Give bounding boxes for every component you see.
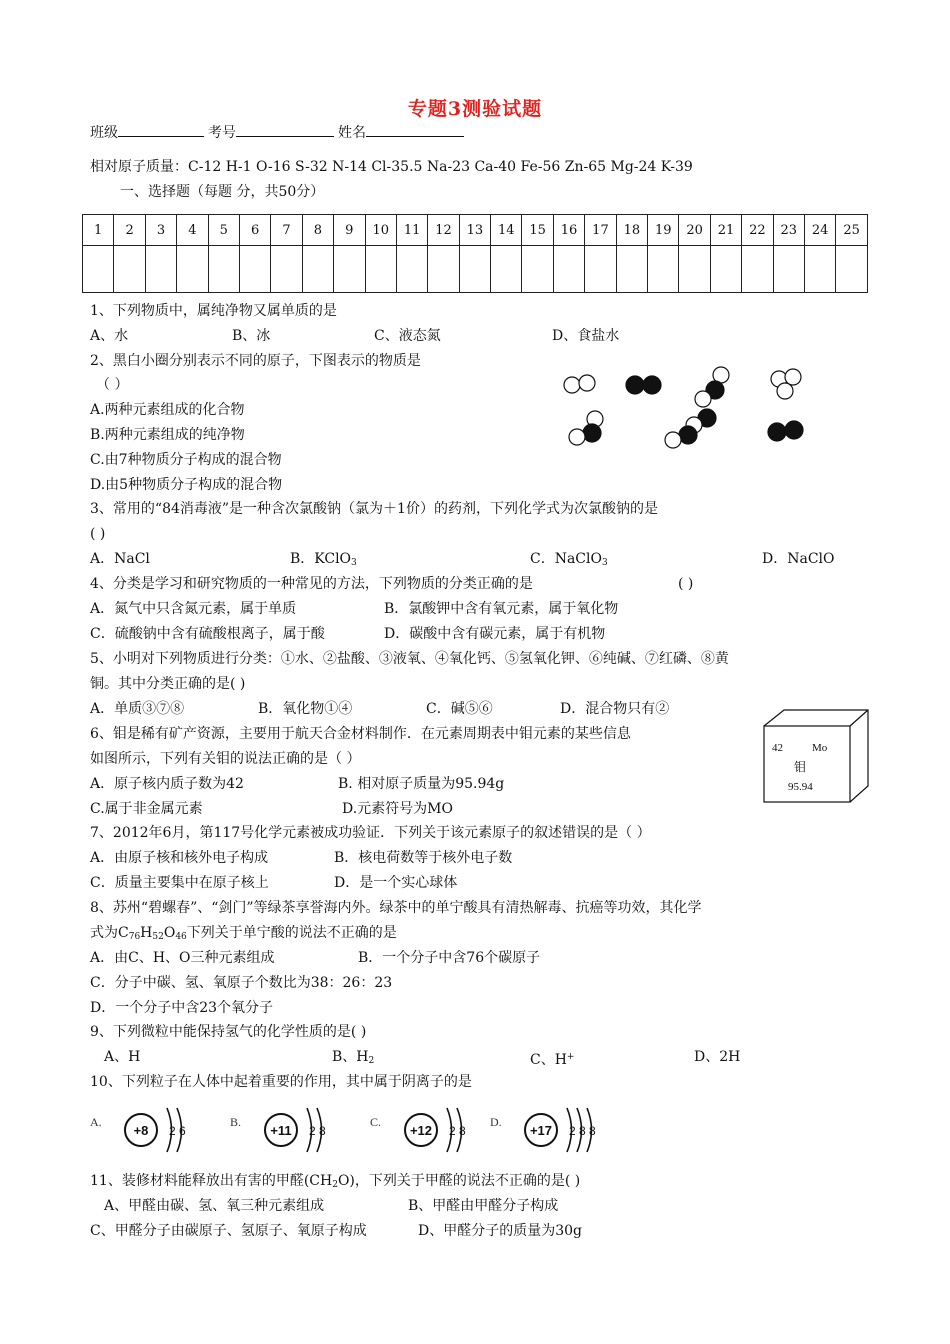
element-symbol: Mo [812, 742, 828, 754]
answer-input-cell[interactable] [271, 246, 302, 293]
answer-input-cell[interactable] [208, 246, 239, 293]
exam-no-field[interactable] [236, 122, 334, 137]
q6-option-b: B. 相对原子质量为95.94g [338, 776, 505, 792]
electron-count: 8 [579, 1124, 586, 1138]
answer-input-cell[interactable] [177, 246, 208, 293]
ion-option-b [230, 1108, 326, 1152]
ion-option-letter: D. [490, 1115, 502, 1129]
ion-option-letter: C. [370, 1115, 382, 1129]
q5-stem-line1: 5、小明对下列物质进行分类：①水、②盐酸、③液氧、④氧化钙、⑤氢氧化钾、⑥纯碱、⑦红磷、⑧黄 [90, 651, 729, 667]
answer-number-cell: 10 [365, 215, 396, 246]
answer-input-cell[interactable] [585, 246, 616, 293]
ion-option-letter: B. [230, 1115, 242, 1129]
answer-grid [82, 214, 868, 293]
answer-input-cell[interactable] [773, 246, 804, 293]
q7-stem: 7、2012年6月，第117号化学元素被成功验证．下列关于该元素原子的叙述错误的是（ ） [90, 825, 651, 841]
q2-answer-paren: （ ） [96, 377, 129, 393]
q2-option-c: C.由7种物质分子构成的混合物 [90, 452, 282, 468]
q5-option-b: B．氧化物①④ [258, 701, 353, 717]
q8-stem-line1: 8、苏州“碧螺春”、“剑门”等绿茶享誉海内外。绿茶中的单宁酸具有清热解毒、抗癌等功效，其化学 [90, 900, 702, 916]
q2-option-b: B.两种元素组成的纯净物 [90, 427, 245, 443]
answer-input-cell[interactable] [334, 246, 365, 293]
answer-input-cell[interactable] [114, 246, 145, 293]
q11-stem: 11、装修材料能释放出有害的甲醛$(CH_2O)$，下列关于甲醛的说法不正确的是( ) [90, 1173, 581, 1190]
q3-answer-paren: ( ) [90, 526, 106, 542]
answer-number-cell: 24 [804, 215, 835, 246]
answer-number-cell: 18 [616, 215, 647, 246]
answer-input-cell[interactable] [83, 246, 114, 293]
answer-number-cell: 11 [396, 215, 427, 246]
q7-option-a: A．由原子核和核外电子构成 [90, 850, 269, 866]
answer-input-cell[interactable] [742, 246, 773, 293]
q8-option-a: A．由C、H、O三种元素组成 [90, 950, 275, 966]
answer-input-cell[interactable] [239, 246, 270, 293]
q11-option-b: B、甲醛由甲醛分子构成 [408, 1198, 559, 1214]
answer-number-cell: 5 [208, 215, 239, 246]
nucleus-charge: +17 [529, 1123, 553, 1138]
name-field[interactable] [366, 122, 464, 137]
q10-stem: 10、下列粒子在人体中起着重要的作用，其中属于阴离子的是 [90, 1074, 472, 1090]
q5-stem-line2: 铜。其中分类正确的是( ) [90, 676, 246, 692]
q1-stem: 1、下列物质中，属纯净物又属单质的是 [90, 303, 337, 319]
answer-input-cell[interactable] [145, 246, 176, 293]
q7-option-c: C．质量主要集中在原子核上 [90, 875, 269, 891]
answer-number-cell: 2 [114, 215, 145, 246]
ion-option-d [490, 1108, 596, 1152]
answer-number-row [83, 215, 868, 246]
q6-option-c: C.属于非金属元素 [90, 801, 203, 817]
q3-option-b: B．KClO$_3$ [290, 551, 357, 568]
answer-input-cell[interactable] [804, 246, 835, 293]
q3-option-c: C．NaClO$_3$ [530, 551, 608, 568]
q9-option-c: C、H+ [530, 1052, 575, 1068]
ion-option-letter: A. [90, 1115, 102, 1129]
q7-option-b: B．核电荷数等于核外电子数 [334, 850, 513, 866]
q1-option-a: A、水 [90, 328, 129, 344]
answer-number-cell: 7 [271, 215, 302, 246]
q2-option-a: A.两种元素组成的化合物 [90, 402, 245, 418]
q1-option-d: D、食盐水 [552, 328, 620, 344]
answer-input-cell[interactable] [302, 246, 333, 293]
q2-stem: 2、黑白小圈分别表示不同的原子，下图表示的物质是 [90, 353, 421, 369]
q6-option-a: A．原子核内质子数为42 [90, 776, 244, 792]
name-label: 姓名 [338, 125, 366, 141]
answer-input-cell[interactable] [459, 246, 490, 293]
nucleus-charge: +12 [409, 1123, 433, 1138]
q4-stem: 4、分类是学习和研究物质的一种常见的方法，下列物质的分类正确的是 [90, 576, 533, 592]
q4-option-a: A．氮气中只含氮元素，属于单质 [90, 601, 297, 617]
answer-number-cell: 25 [836, 215, 868, 246]
electron-count: 8 [319, 1124, 326, 1138]
electron-count: 2 [169, 1124, 176, 1138]
element-mass: 95.94 [788, 781, 813, 793]
answer-number-cell: 13 [459, 215, 490, 246]
answer-number-cell: 15 [522, 215, 553, 246]
answer-number-cell: 22 [742, 215, 773, 246]
electron-count: 2 [309, 1124, 316, 1138]
answer-input-cell[interactable] [648, 246, 679, 293]
electron-count: 2 [569, 1124, 576, 1138]
answer-number-cell: 23 [773, 215, 804, 246]
ion-option-c [370, 1108, 466, 1152]
answer-input-cell[interactable] [428, 246, 459, 293]
q11-option-d: D、甲醛分子的质量为30g [418, 1223, 583, 1239]
molecule-diagram [555, 363, 815, 458]
nucleus-charge: +8 [133, 1123, 149, 1138]
page-title: 专题3测验试题 [407, 98, 543, 120]
electron-count: 8 [589, 1124, 596, 1138]
answer-number-cell: 19 [648, 215, 679, 246]
q9-option-b: B、$H_2$ [332, 1049, 375, 1066]
q6-stem-line2: 如图所示，下列有关钼的说法正确的是（ ） [90, 751, 361, 767]
q8-option-b: B．一个分子中含76个碳原子 [358, 950, 541, 966]
answer-cell-row [83, 246, 868, 293]
q6-stem-line1: 6、钼是稀有矿产资源，主要用于航天合金材料制作．在元素周期表中钼元素的某些信息 [90, 726, 631, 742]
class-field[interactable] [118, 122, 204, 137]
answer-number-cell: 8 [302, 215, 333, 246]
q8-stem-line2: 式为$C_{76}H_{52}O_{46}$下列关于单宁酸的说法不正确的是 [90, 925, 397, 942]
answer-number-cell: 14 [491, 215, 522, 246]
q8-option-d: D．一个分子中含23个氧分子 [90, 1000, 274, 1016]
element-number: 42 [772, 742, 783, 754]
electron-count: 6 [179, 1124, 186, 1138]
q5-option-d: D．混合物只有② [560, 701, 670, 717]
q4-option-c: C．硫酸钠中含有硫酸根离子，属于酸 [90, 626, 325, 642]
q11-option-a: A、甲醛由碳、氢、氧三种元素组成 [104, 1198, 325, 1214]
answer-number-cell: 12 [428, 215, 459, 246]
answer-input-cell[interactable] [616, 246, 647, 293]
q4-option-b: B．氯酸钾中含有氧元素，属于氧化物 [384, 601, 619, 617]
class-label: 班级 [90, 125, 118, 141]
q3-stem: 3、常用的“84消毒液”是一种含次氯酸钠（氯为＋1价）的药剂，下列化学式为次氯酸钠的是 [90, 501, 658, 517]
answer-number-cell: 9 [334, 215, 365, 246]
answer-number-cell: 20 [679, 215, 710, 246]
q7-option-d: D．是一个实心球体 [334, 875, 458, 891]
nucleus-charge: +11 [270, 1123, 292, 1138]
q5-option-a: A．单质③⑦⑧ [90, 701, 185, 717]
q9-option-a: A、H [104, 1049, 141, 1065]
answer-input-cell[interactable] [396, 246, 427, 293]
answer-number-cell: 16 [553, 215, 584, 246]
q9-option-d: D、2H [694, 1049, 741, 1065]
answer-number-cell: 17 [585, 215, 616, 246]
ion-structure-diagrams [88, 1100, 608, 1156]
q3-option-a: A．NaCl [90, 551, 150, 567]
answer-input-cell[interactable] [365, 246, 396, 293]
q1-option-c: C、液态氮 [374, 328, 441, 344]
answer-number-cell: 4 [177, 215, 208, 246]
answer-input-cell[interactable] [553, 246, 584, 293]
answer-number-cell: 21 [710, 215, 741, 246]
q9-stem: 9、下列微粒中能保持氢气的化学性质的是( ) [90, 1024, 367, 1040]
exam-no-label: 考号 [208, 125, 236, 141]
answer-input-cell[interactable] [491, 246, 522, 293]
q4-option-d: D．碳酸中含有碳元素，属于有机物 [384, 626, 606, 642]
q4-answer-paren: ( ) [678, 576, 694, 592]
electron-count: 8 [459, 1124, 466, 1138]
q3-option-d: D．NaClO [762, 551, 835, 567]
q11-option-c: C、甲醛分子由碳原子、氢原子、氧原子构成 [90, 1223, 367, 1239]
section-heading: 一、选择题（每题 分，共50分） [120, 184, 325, 200]
periodic-table-cell [760, 706, 872, 806]
q6-option-d: D.元素符号为MO [342, 801, 453, 817]
answer-input-cell[interactable] [522, 246, 553, 293]
answer-number-cell: 3 [145, 215, 176, 246]
element-name: 钼 [794, 760, 807, 774]
answer-input-cell[interactable] [836, 246, 868, 293]
answer-number-cell: 1 [83, 215, 114, 246]
ion-option-a [90, 1108, 186, 1152]
student-info-row [90, 122, 464, 142]
answer-input-cell[interactable] [710, 246, 741, 293]
atomic-masses: 相对原子质量：C-12 H-1 O-16 S-32 N-14 Cl-35.5 Na-23 Ca-40 Fe-56 Zn-65 Mg-24 K-39 [90, 159, 693, 175]
q8-option-c: C．分子中碳、氢、氧原子个数比为38：26：23 [90, 975, 393, 991]
answer-number-cell: 6 [239, 215, 270, 246]
electron-count: 2 [449, 1124, 456, 1138]
q5-option-c: C．碱⑤⑥ [426, 701, 493, 717]
q1-option-b: B、冰 [232, 328, 271, 344]
answer-input-cell[interactable] [679, 246, 710, 293]
q2-option-d: D.由5种物质分子构成的混合物 [90, 477, 283, 493]
